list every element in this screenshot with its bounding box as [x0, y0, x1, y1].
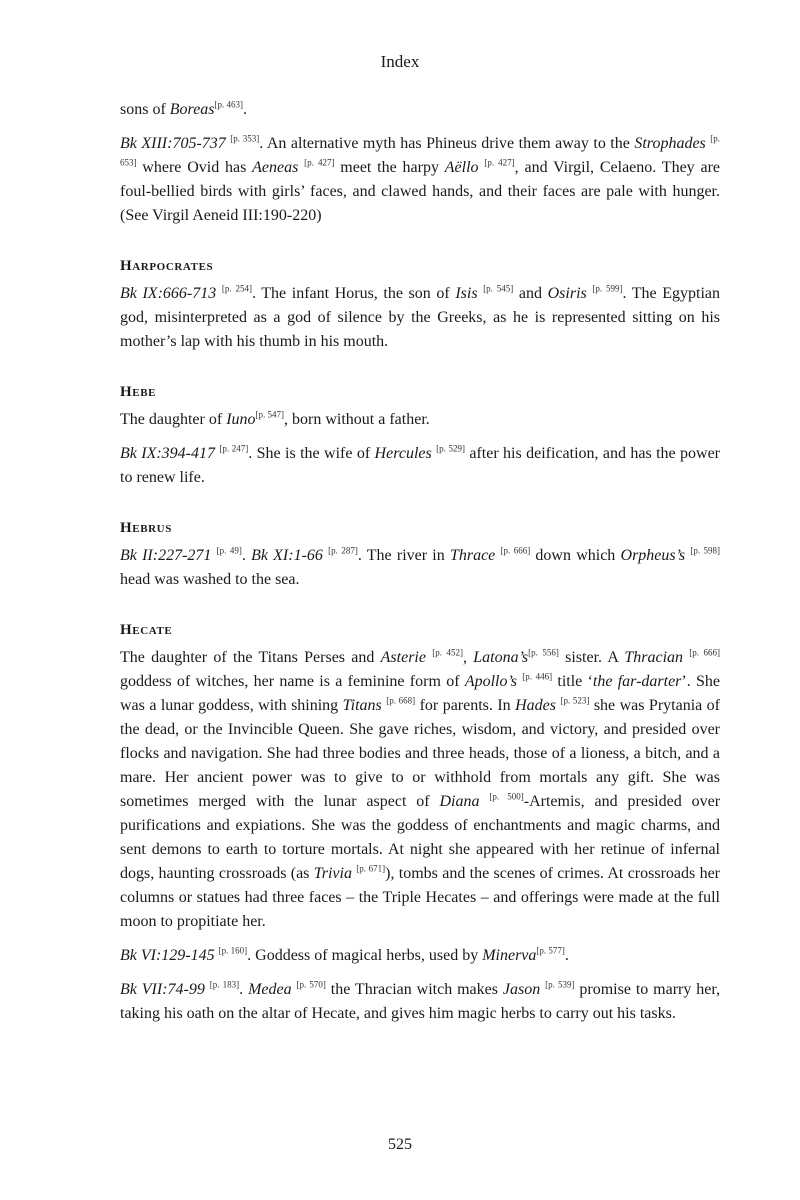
cross-reference-title: Jason: [502, 981, 541, 998]
cross-reference-title: Bk VI:129-145: [120, 947, 215, 964]
cross-reference-title: Isis: [455, 285, 478, 302]
cross-reference-title: Bk XIII:705-737: [120, 135, 226, 152]
body-text: .: [243, 101, 248, 118]
running-header: Index: [380, 52, 420, 71]
body-text: .: [239, 981, 249, 998]
cross-reference-title: Osiris: [547, 285, 587, 302]
page-reference: [p. 666]: [500, 545, 531, 556]
page-reference: [p. 446]: [522, 671, 553, 682]
page-reference: [p. 427]: [304, 157, 335, 168]
body-text: The daughter of: [120, 411, 227, 428]
body-text: down which: [530, 547, 621, 564]
paragraph: [120, 132, 720, 228]
page-reference: [p. 427]: [484, 157, 515, 168]
body-text: head was washed to the sea.: [120, 571, 300, 588]
entry-heading: Harpocrates: [120, 258, 214, 274]
body-text: meet the harpy: [334, 159, 445, 176]
body-text: ,: [463, 649, 474, 666]
cross-reference-title: Thracian: [624, 649, 684, 666]
cross-reference-title: Bk XI:1-66: [251, 547, 323, 564]
page-reference: [p. 570]: [296, 979, 326, 990]
page-reference: [p. 545]: [483, 283, 514, 294]
body-text: . The river in: [357, 547, 450, 564]
cross-reference-title: Bk VII:74-99: [120, 981, 205, 998]
page-reference: [p. 463]: [214, 99, 244, 110]
cross-reference-title: Trivia: [313, 865, 352, 882]
page-reference: [p. 49]: [216, 545, 242, 556]
page-reference: [p. 598]: [690, 545, 721, 556]
body-text: .: [241, 547, 252, 564]
body-text: ), tombs and the scenes of crimes. At crossroads her columns or statues had three faces – the Triple Hecates – and offerings were made at the full moon to propitiate her.: [120, 865, 720, 930]
body-text: where Ovid has: [136, 159, 253, 176]
page-reference: [p. 577]: [536, 945, 565, 956]
body-text: . The Egyptian god, misinterpreted as a god of silence by the Greeks, as he is represented sitting on his mother’s lap with his thumb in his mouth.: [120, 285, 721, 350]
paragraph: [120, 442, 720, 490]
paragraph: [120, 544, 720, 592]
cross-reference-title: Hades: [515, 697, 556, 714]
cross-reference-title: Bk IX:394-417: [120, 445, 216, 462]
body-text: ’. She was a lunar goddess, with shining: [120, 673, 721, 714]
page-reference: [p. 599]: [592, 283, 623, 294]
page-reference: [p. 500]: [489, 791, 524, 802]
paragraph: [120, 646, 720, 934]
cross-reference-title: Hercules: [374, 445, 432, 462]
page-reference: [p. 529]: [436, 443, 465, 454]
body-text: and: [513, 285, 548, 302]
cross-reference-title: Thrace: [449, 547, 496, 564]
body-text: . The infant Horus, the son of: [251, 285, 456, 302]
page-reference: [p. 523]: [560, 695, 590, 706]
body-text: sister. A: [558, 649, 625, 666]
body-text: she was Prytania of the dead, or the Invincible Queen. She gave riches, wisdom, and victory, and presided over flocks and navigation. She had three bodies and three heads, those of a lioness, a bitch, and a mare. Her ancient power was to give to or withhold from mortals any gift. She was sometimes merged with the lunar aspect of: [120, 697, 721, 810]
page-reference: [p. 556]: [528, 647, 559, 658]
entry-heading: Hebrus: [120, 520, 172, 536]
paragraph: [120, 408, 720, 432]
body-text: after his deification, and has the power to renew life.: [120, 445, 720, 486]
page-reference: [p. 353]: [230, 133, 260, 144]
page-reference: [p. 653]: [120, 133, 721, 168]
cross-reference-title: Apollo’s: [464, 673, 517, 690]
entry-heading: Hebe: [120, 384, 157, 400]
body-text: The daughter of the Titans Perses and: [120, 649, 381, 666]
page-reference: [p. 287]: [328, 545, 358, 556]
paragraph: [120, 978, 720, 1026]
paragraph: [120, 282, 720, 354]
page-reference: [p. 183]: [209, 979, 240, 990]
cross-reference-title: Strophades: [634, 135, 706, 152]
continuation-block: [120, 98, 720, 228]
cross-reference-title: Iuno: [226, 411, 256, 428]
body-text: . She is the wife of: [248, 445, 375, 462]
body-text: . An alternative myth has Phineus drive them away to the: [259, 135, 635, 152]
body-text: sons of: [120, 101, 170, 118]
cross-reference-title: Aeneas: [252, 159, 299, 176]
entry-heading: Hecate: [120, 622, 173, 638]
cross-reference-title: Diana: [439, 793, 480, 810]
page-reference: [p. 539]: [545, 979, 575, 990]
body-text: .: [564, 947, 569, 964]
cross-reference-title: Asterie: [380, 649, 426, 666]
cross-reference-title: Titans: [342, 697, 382, 714]
cross-reference-title: Minerva: [482, 947, 537, 964]
entries: [120, 254, 720, 1026]
paragraph: [120, 944, 720, 968]
cross-reference-title: Bk IX:666-713: [120, 285, 217, 302]
body-text: goddess of witches, her name is a feminine form of: [120, 673, 465, 690]
page-reference: [p. 671]: [356, 863, 386, 874]
body-text: , born without a father.: [284, 411, 430, 428]
cross-reference-title: Medea: [248, 981, 292, 998]
body-text: title ‘: [552, 673, 593, 690]
page-number: 525: [388, 1136, 412, 1153]
body-text: -Artemis, and presided over purifications and expiations. She was the goddess of enchantments and magic charms, and sent demons to earth to torture mortals. At night she appeared with her retinue of infernal dogs, haunting crossroads (as: [120, 793, 721, 882]
body-text: the Thracian witch makes: [325, 981, 503, 998]
page-reference: [p. 160]: [218, 945, 248, 956]
cross-reference-title: Bk II:227-271: [120, 547, 212, 564]
page-reference: [p. 452]: [432, 647, 464, 658]
body-text: , and Virgil, Celaeno. They are foul-bellied birds with girls’ faces, and clawed hands, and their faces are pale with hunger. (See Virgil Aeneid III:190-220): [120, 159, 721, 224]
cross-reference-title: Orpheus’s: [620, 547, 686, 564]
page-reference: [p. 547]: [255, 409, 285, 420]
page-reference: [p. 666]: [689, 647, 721, 658]
paragraph: [120, 98, 720, 122]
page-reference: [p. 247]: [219, 443, 249, 454]
cross-reference-title: Latona’s: [473, 649, 529, 666]
body-text: promise to marry her, taking his oath on the altar of Hecate, and gives him magic herbs to carry out his tasks.: [120, 981, 721, 1022]
page-reference: [p. 254]: [221, 283, 252, 294]
body-text: [479, 793, 489, 810]
body-text: for parents. In: [415, 697, 516, 714]
body-text: . Goddess of magical herbs, used by: [247, 947, 483, 964]
page-reference: [p. 668]: [386, 695, 416, 706]
index-content: [120, 98, 720, 1036]
cross-reference-title: Aëllo: [444, 159, 479, 176]
cross-reference-title: Boreas: [169, 101, 215, 118]
cross-reference-title: the far-darter: [592, 673, 682, 690]
